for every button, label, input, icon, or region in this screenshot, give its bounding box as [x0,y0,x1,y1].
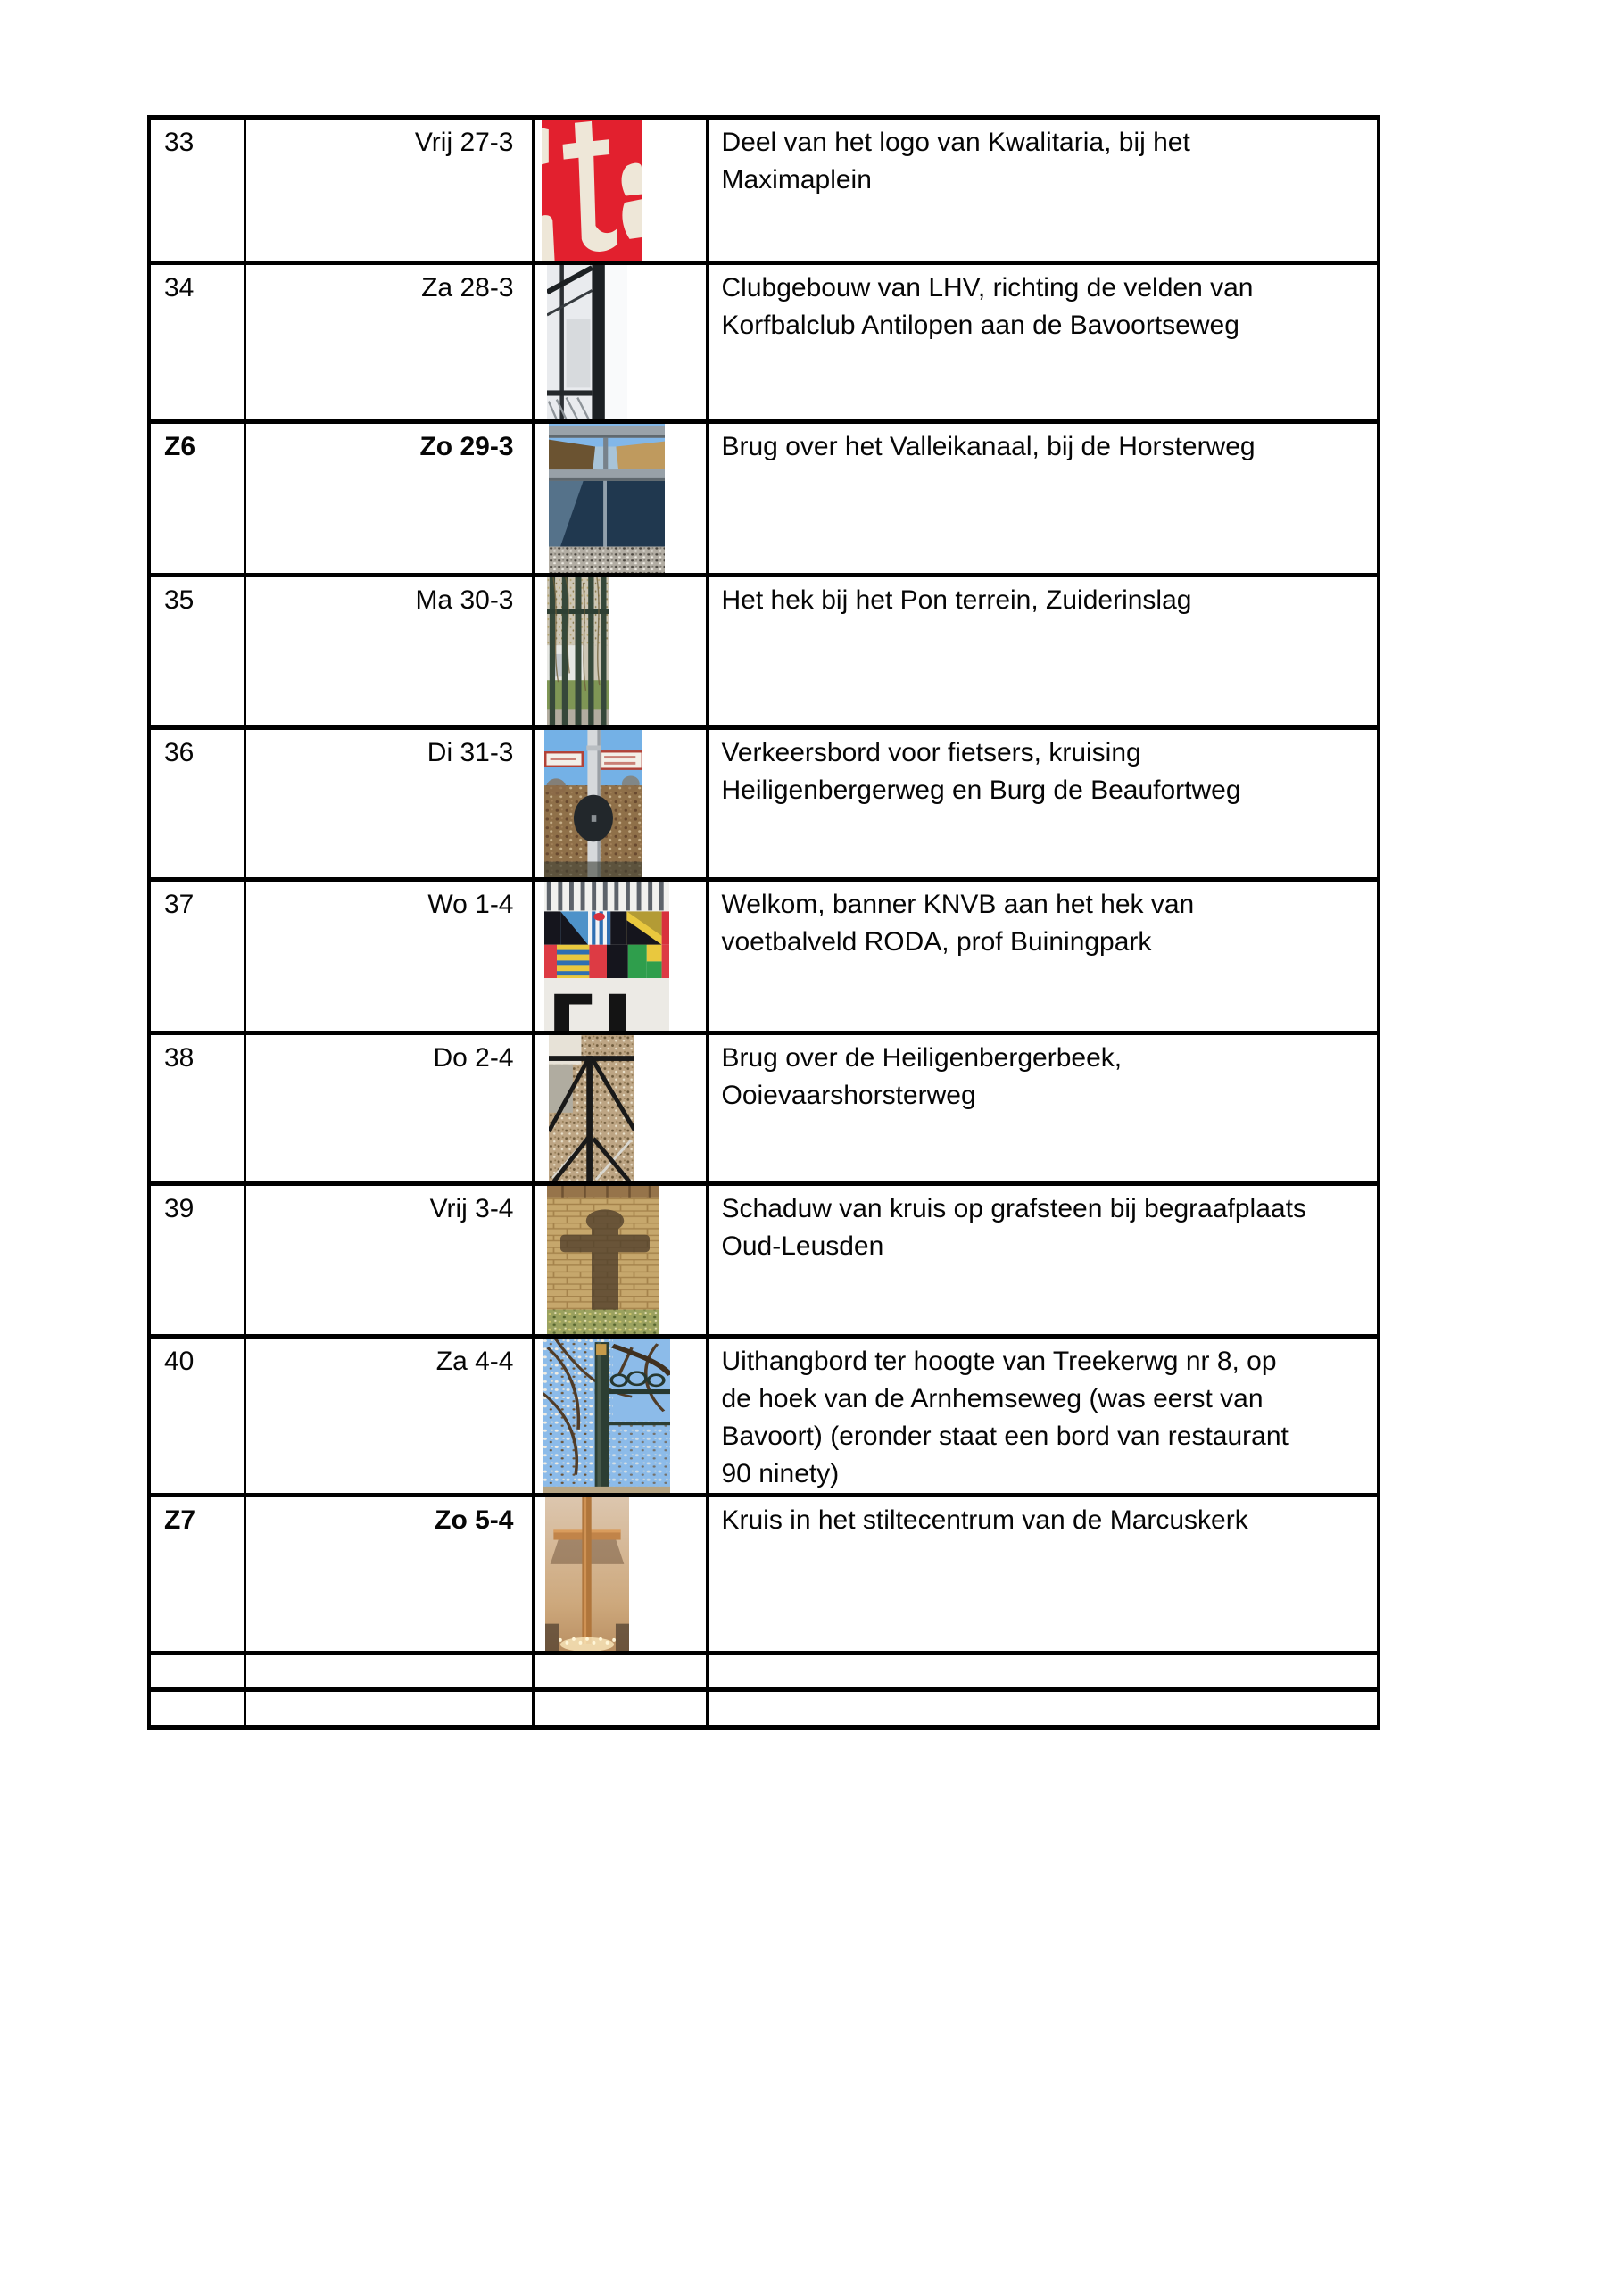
row-photo-cell [533,1654,707,1690]
row-date: Za 28-3 [421,273,514,303]
row-description: Clubgebouw van LHV, richting de velden van Korfbalclub Antilopen aan de Bavoortseweg [721,273,1254,340]
row-date-cell [244,576,533,728]
table-row [149,1337,1379,1496]
table-row [149,1184,1379,1337]
row-date-cell [244,880,533,1033]
table-row [149,263,1379,422]
row-photo-cell [533,1690,707,1728]
row-photo-cell [533,880,707,1033]
row-number-cell [149,1654,244,1690]
row-number: Z6 [164,432,196,461]
row-description: Verkeersbord voor fietsers, kruising Heiligenbergerweg en Burg de Beaufortweg [721,738,1241,805]
row-photo-cell [533,263,707,422]
lhv-clubgebouw-photo [547,265,627,419]
row-date-cell [244,728,533,880]
row-photo-cell [533,1337,707,1496]
row-description-cell [707,422,1379,576]
row-date-cell [244,1184,533,1337]
row-description-cell [707,728,1379,880]
row-date-cell [244,118,533,263]
row-date: Do 2-4 [433,1043,514,1073]
kruis-schaduw-photo [547,1186,659,1334]
row-photo-cell [533,422,707,576]
table-row [149,728,1379,880]
row-number: Z7 [164,1505,196,1535]
row-date-cell [244,1690,533,1728]
row-number: 34 [164,273,195,303]
row-number-cell [149,880,244,1033]
row-date-cell [244,263,533,422]
row-number: 35 [164,585,195,615]
row-photo-cell [533,1496,707,1654]
row-date-cell [244,1033,533,1184]
row-number-cell [149,1033,244,1184]
marcuskerk-kruis-photo [545,1497,629,1651]
table-row [149,1654,1379,1690]
pon-hek-photo [547,577,609,725]
row-description-cell [707,1690,1379,1728]
table-row [149,1033,1379,1184]
table-row [149,576,1379,728]
row-photo-cell [533,1184,707,1337]
row-description-cell [707,1496,1379,1654]
row-photo-cell [533,118,707,263]
row-date-cell [244,422,533,576]
row-date: Vrij 27-3 [414,128,514,157]
table-row [149,1690,1379,1728]
row-number-cell [149,1337,244,1496]
kwalitaria-logo-photo [542,120,642,261]
row-description-cell [707,1654,1379,1690]
row-date: Za 4-4 [435,1347,514,1376]
row-number: 40 [164,1347,195,1376]
row-description: Brug over het Valleikanaal, bij de Horsterweg [721,432,1256,461]
table-row [149,118,1379,263]
row-number-cell [149,1690,244,1728]
row-photo-cell [533,576,707,728]
row-description-cell [707,1337,1379,1496]
row-description-cell [707,263,1379,422]
table-row [149,1496,1379,1654]
row-number-cell [149,263,244,422]
row-photo-cell [533,1033,707,1184]
row-date: Wo 1-4 [427,890,514,919]
row-number: 38 [164,1043,195,1073]
row-number-cell [149,422,244,576]
row-date-cell [244,1654,533,1690]
row-date: Vrij 3-4 [429,1194,514,1223]
row-number-cell [149,118,244,263]
row-date: Zo 5-4 [435,1505,514,1535]
photo-log-table [147,115,1380,1730]
row-description: Uithangbord ter hoogte van Treekerwg nr 8, op de hoek van de Arnhemseweg (was eerst van Bavoort) (eronder staat een bord van restaurant 90 ninety) [721,1347,1289,1488]
row-number-cell [149,576,244,728]
verkeersbord-photo [544,730,642,877]
row-number-cell [149,1496,244,1654]
row-date: Zo 29-3 [419,432,514,461]
table-row [149,880,1379,1033]
row-date-cell [244,1496,533,1654]
row-number: 37 [164,890,195,919]
row-number: 36 [164,738,195,767]
row-description-cell [707,1184,1379,1337]
row-description: Het hek bij het Pon terrein, Zuiderinslag [721,585,1192,615]
row-description: Schaduw van kruis op grafsteen bij begraafplaats Oud-Leusden [721,1194,1306,1261]
row-description-cell [707,118,1379,263]
table-row [149,422,1379,576]
row-photo-cell [533,728,707,880]
uithangbord-photo [543,1339,670,1493]
row-description: Welkom, banner KNVB aan het hek van voetbalveld RODA, prof Buiningpark [721,890,1195,957]
row-description: Deel van het logo van Kwalitaria, bij het Maximaplein [721,128,1190,195]
row-description-cell [707,1033,1379,1184]
heiligenbergerbeek-brug-photo [549,1035,634,1181]
row-description-cell [707,880,1379,1033]
row-description-cell [707,576,1379,728]
row-number: 39 [164,1194,195,1223]
valleikanaal-brug-photo [549,424,665,573]
row-date-cell [244,1337,533,1496]
row-number-cell [149,728,244,880]
row-date: Ma 30-3 [415,585,514,615]
row-date: Di 31-3 [427,738,514,767]
row-number: 33 [164,128,195,157]
row-description: Brug over de Heiligenbergerbeek, Ooievaarshorsterweg [721,1043,1123,1110]
knvb-banner-photo [544,882,669,1031]
row-number-cell [149,1184,244,1337]
row-description: Kruis in het stiltecentrum van de Marcuskerk [721,1505,1248,1535]
